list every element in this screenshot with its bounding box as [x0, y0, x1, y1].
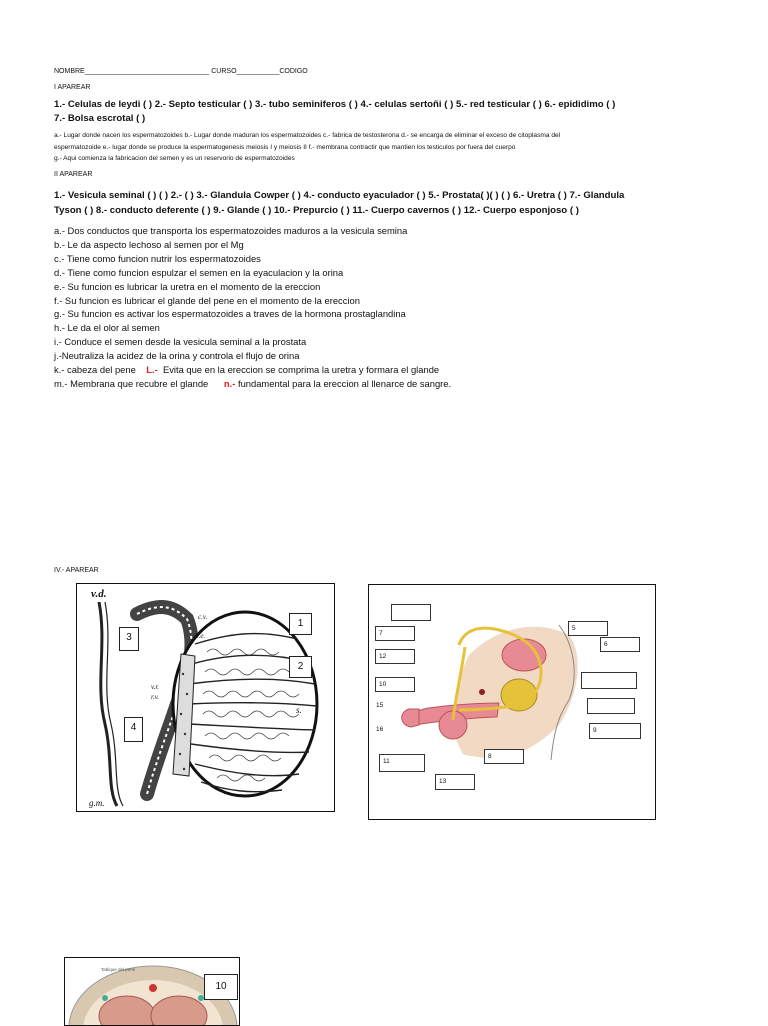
clue-l-marker: L.- [146, 364, 158, 376]
section-2-items-line1: 1.- Vesicula seminal ( ) ( ) 2.- ( ) 3.- Glandula Cowper ( ) 4.- conducto eyaculador ( ) 5.- Prostata( )( ) ( ) 6.- Uretra ( ) 7.- Glandula [54, 190, 625, 201]
section-1-defs-line2: espermatozoide e.- lugar donde se produce la espermatogenesis meiosis I y meiosis II f.- membrana contractir que mantien los testiculos por fuera del cuerpo [54, 144, 516, 151]
clue-n: fundamental para la ereccion al llenarce de sangre. [237, 377, 452, 389]
testis-box-1[interactable]: 1 [289, 613, 312, 635]
sagittal-box-5[interactable]: 5 [568, 621, 608, 636]
sagittal-box-7[interactable]: 7 [375, 626, 415, 641]
label-ve: v.e. [196, 632, 206, 640]
section-1-defs-line3: g.- Aqui comienza la fabricacion del semen y es un reservorio de espermatozoides [54, 155, 295, 162]
sagittal-diagram-frame [368, 584, 656, 820]
section-2-items-line2: Tyson ( ) 8.- conducto deferente ( ) 9.- Glande ( ) 10.- Prepurcio ( ) 11.- Cuerpo cavernos ( ) 12.- Cuerpo esponjoso ( ) [54, 205, 579, 216]
clue-h: h.- Le da el olor al semen [54, 322, 160, 334]
section-1-items-line1: 1.- Celulas de leydi ( ) 2.- Septo testicular ( ) 3.- tubo seminiferos ( ) 4.- celulas sertoñi ( ) 5.- red testicular ( ) 6.- epididimo ( ) [54, 99, 616, 110]
label-ce: c.v. [198, 613, 208, 621]
label-vr: v.r. [151, 683, 160, 691]
clue-l: Evita que en la ereccion se comprima la uretra y formara el glande [162, 364, 440, 376]
sagittal-box-6[interactable]: 6 [600, 637, 640, 652]
sagittal-box-13[interactable]: 13 [435, 774, 475, 790]
student-info-line[interactable]: NOMBRE________________________________ CURSO___________CODIGO [54, 68, 308, 75]
clue-m: m.- Membrana que recubre el glande [54, 377, 209, 389]
sagittal-box-11[interactable]: 11 [379, 754, 425, 772]
section-1-items-line2: 7.- Bolsa escrotal ( ) [54, 113, 146, 124]
sagittal-label-16: 16 [373, 723, 395, 738]
testis-diagram-frame [76, 583, 335, 812]
sagittal-box-12[interactable]: 12 [375, 649, 415, 664]
testis-box-3[interactable]: 3 [119, 627, 139, 651]
section-2-clue-list [54, 224, 451, 391]
cross-section-caption: Tabique del pene [101, 967, 136, 972]
label-s: s. [296, 705, 302, 715]
sagittal-box-10[interactable]: 10 [375, 677, 415, 692]
clue-g: g.- Su funcion es activar los espermatozoides a traves de la hormona prostaglandina [54, 308, 406, 320]
testis-box-4[interactable]: 4 [124, 717, 143, 742]
label-tv: r.v. [151, 693, 160, 701]
clue-k: k.- cabeza del pene [54, 364, 136, 376]
clue-m-n [54, 377, 451, 391]
clue-e: e.- Su funcion es lubricar la uretra en el momento de la ereccion [54, 280, 321, 292]
sagittal-box-9[interactable]: 9 [589, 723, 641, 739]
sagittal-box-blank-1[interactable] [391, 604, 431, 621]
sagittal-box-blank-2[interactable] [581, 672, 637, 689]
clue-c: c.- Tiene como funcion nutrir los espermatozoides [54, 252, 261, 264]
sagittal-box-blank-3[interactable] [587, 698, 635, 714]
clue-d: d.- Tiene como funcion espulzar el semen en la eyaculacion y la orina [54, 266, 344, 278]
clue-k-l [54, 363, 451, 377]
cross-section-frame [64, 957, 240, 1026]
cross-section-box-10[interactable]: 10 [204, 974, 238, 1000]
section-4-title: IV.- APAREAR [54, 567, 99, 574]
sagittal-box-8[interactable]: 8 [484, 749, 524, 764]
clue-b: b.- Le da aspecto lechoso al semen por el Mg [54, 238, 244, 250]
label-vd: v.d. [91, 588, 107, 600]
testis-box-2[interactable]: 2 [289, 656, 312, 678]
clue-j: j.-Neutraliza la acidez de la orina y controla el flujo de orina [54, 350, 300, 362]
label-gm: g.m. [89, 798, 105, 808]
section-1-defs-line1: a.- Lugar donde nacen los espermatozoides b.- Lugar donde maduran los espermatozoides c.- fabrica de testosterona d.- se encarga de eliminar el exceso de citoplasma del [54, 132, 561, 139]
section-2-title: II APAREAR [54, 171, 93, 178]
sagittal-label-15: 15 [373, 699, 395, 714]
section-1-title: I APAREAR [54, 84, 91, 91]
clue-i: i.- Conduce el semen desde la vesicula seminal a la prostata [54, 336, 307, 348]
clue-n-marker: n.- [223, 377, 236, 389]
clue-a: a.- Dos conductos que transporta los espermatozoides maduros a la vesicula semina [54, 225, 408, 236]
clue-f: f.- Su funcion es lubricar el glande del pene en el momento de la ereccion [54, 294, 360, 306]
